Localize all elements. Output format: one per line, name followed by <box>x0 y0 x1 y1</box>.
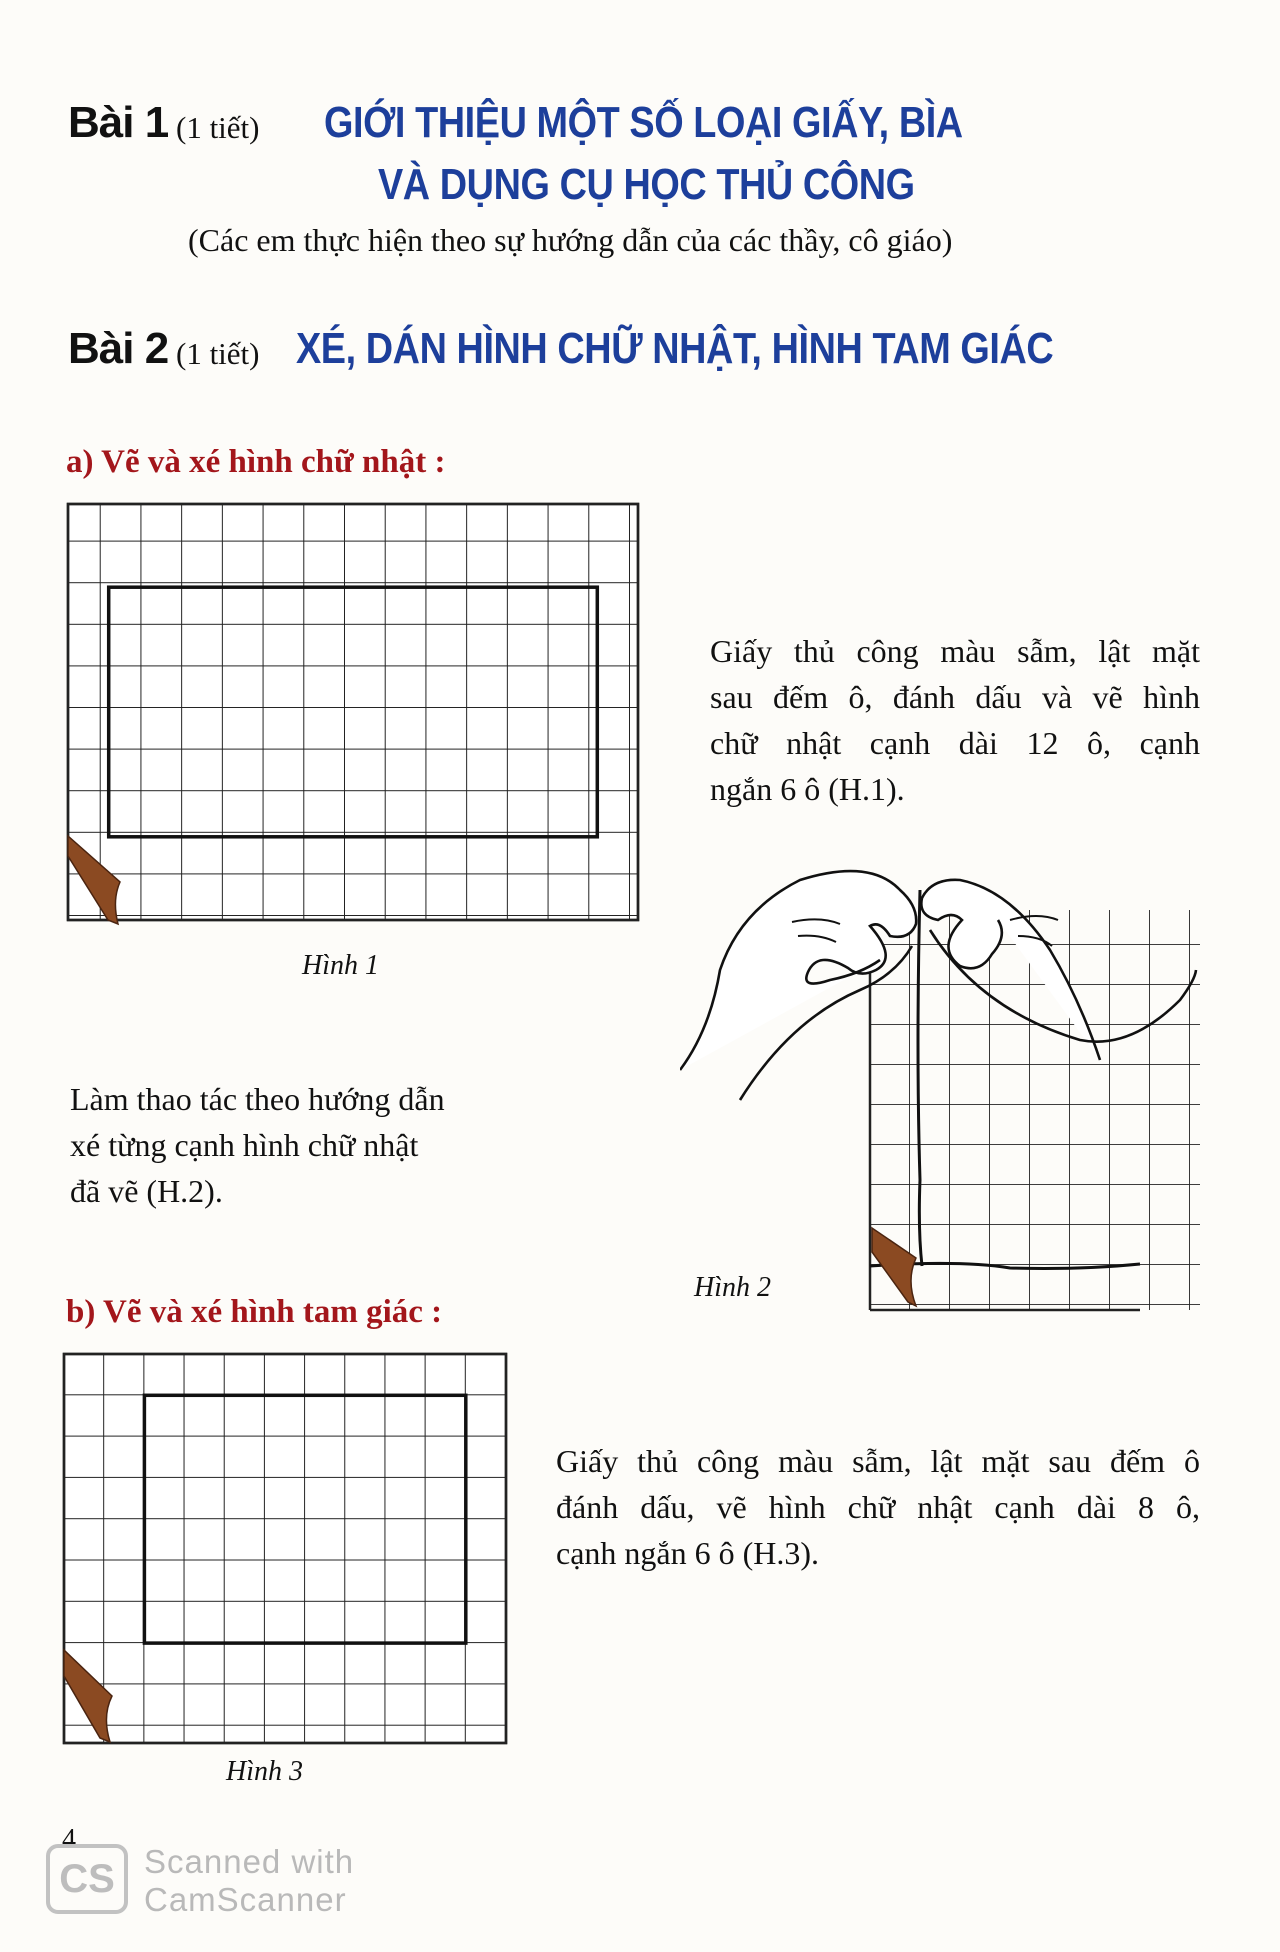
lesson-1-note: (Các em thực hiện theo sự hướng dẫn của các thầy, cô giáo) <box>188 222 953 258</box>
lesson-1-label: Bài 1 <box>68 98 169 147</box>
lesson-1-duration: (1 tiết) <box>176 110 260 145</box>
figure-1-caption: Hình 1 <box>302 950 379 981</box>
camscanner-logo: CS <box>46 1844 128 1914</box>
section-a-tear-text <box>70 1076 530 1214</box>
watermark-line-1: Scanned with <box>144 1843 355 1880</box>
section-a-instruction-line: sau đếm ô, đánh dấu và vẽ hình <box>710 679 1200 715</box>
section-a-instruction-line: Giấy thủ công màu sẫm, lật mặt <box>710 633 1200 669</box>
section-a-instruction-line: chữ nhật cạnh dài 12 ô, cạnh <box>710 725 1200 761</box>
figure-3-caption: Hình 3 <box>226 1756 303 1787</box>
lesson-2-label: Bài 2 <box>68 324 169 373</box>
page-number: 4 <box>62 1824 76 1855</box>
section-b-instruction-line: đánh dấu, vẽ hình chữ nhật cạnh dài 8 ô, <box>556 1489 1200 1525</box>
lesson-2-title: XÉ, DÁN HÌNH CHỮ NHẬT, HÌNH TAM GIÁC <box>296 324 1054 373</box>
watermark-line-2: CamScanner <box>144 1881 347 1918</box>
section-b-instruction <box>556 1438 1200 1576</box>
tear-text-line: xé từng cạnh hình chữ nhật <box>70 1127 419 1163</box>
figure-2-caption: Hình 2 <box>694 1272 771 1303</box>
lesson-1-title-line-2: VÀ DỤNG CỤ HỌC THỦ CÔNG <box>378 160 915 209</box>
lesson-1-title-line-1: GIỚI THIỆU MỘT SỐ LOẠI GIẤY, BÌA <box>324 98 963 147</box>
lesson-2-duration: (1 tiết) <box>176 336 260 371</box>
figure-3-grid <box>56 1350 516 1750</box>
figure-2-hands-tearing <box>680 850 1200 1320</box>
section-a-heading: a) Vẽ và xé hình chữ nhật : <box>66 444 446 480</box>
section-b-instruction-line: Giấy thủ công màu sẫm, lật mặt sau đếm ô <box>556 1443 1200 1479</box>
tear-text-line: đã vẽ (H.2). <box>70 1173 223 1209</box>
tear-text-line: Làm thao tác theo hướng dẫn <box>70 1081 445 1117</box>
figure-1-grid <box>60 500 645 932</box>
section-a-instruction <box>710 628 1200 812</box>
scanner-watermark <box>144 1843 354 1919</box>
section-b-heading: b) Vẽ và xé hình tam giác : <box>66 1294 443 1330</box>
section-a-instruction-line: ngắn 6 ô (H.1). <box>710 771 905 807</box>
section-b-instruction-line: cạnh ngắn 6 ô (H.3). <box>556 1535 820 1571</box>
